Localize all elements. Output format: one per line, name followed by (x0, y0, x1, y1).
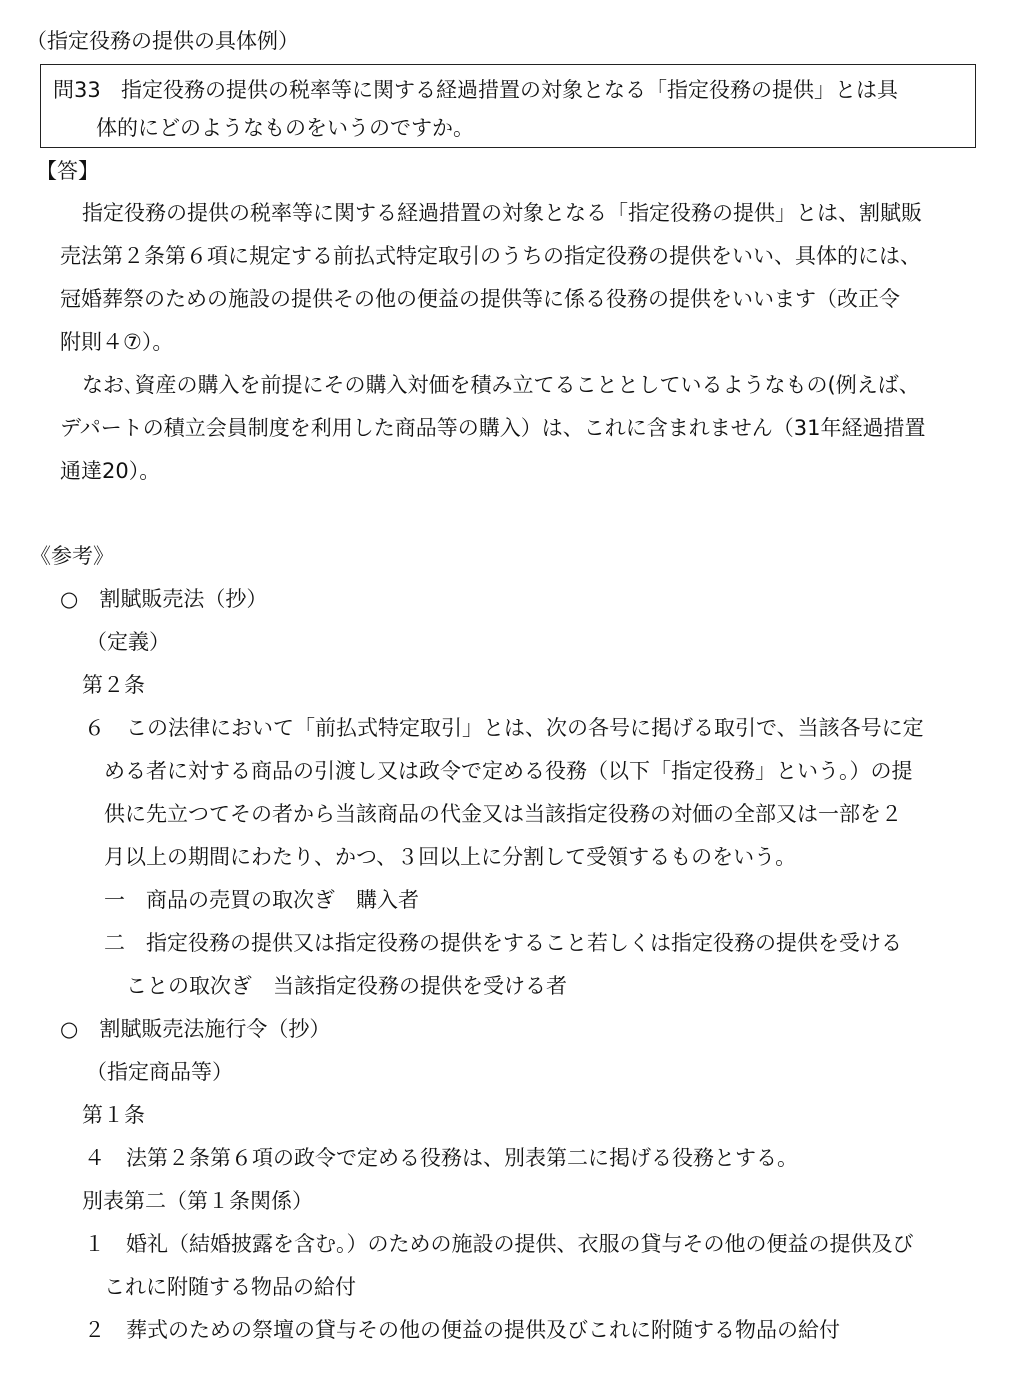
question-line-2: 体的にどのようなものをいうのですか。 (96, 116, 474, 140)
law1-para6-line-4: 月以上の期間にわたり、かつ、３回以上に分割して受領するものをいう。 (104, 845, 797, 869)
question-number: 問33 (53, 78, 101, 102)
law2-table-title: 別表第二（第１条関係） (82, 1189, 313, 1213)
law2-heading: （指定商品等） (86, 1060, 233, 1084)
reference-label: 《参考》 (30, 544, 114, 568)
answer-para2-line-1: なお､資産の購入を前提にその購入対価を積み立てることとしているようなもの(例えば、 (82, 373, 920, 397)
question-box (40, 64, 976, 148)
answer-label: 【答】 (36, 159, 99, 183)
law1-item-2-line-2: ことの取次ぎ 当該指定役務の提供を受ける者 (126, 974, 567, 998)
law2-table-item-1-line-2: これに附随する物品の給付 (104, 1275, 356, 1299)
law2-article: 第１条 (82, 1103, 145, 1127)
law1-title: ○ 割賦販売法（抄） (60, 587, 268, 611)
law2-table-item-1-line-1: １ 婚礼（結婚披露を含む。）のための施設の提供、衣服の貸与その他の便益の提供及び (84, 1232, 914, 1256)
answer-para1-line-3: 冠婚葬祭のための施設の提供その他の便益の提供等に係る役務の提供をいいます（改正令 (60, 287, 900, 311)
law2-title: ○ 割賦販売法施行令（抄） (60, 1017, 331, 1041)
law1-item-1: 一 商品の売買の取次ぎ 購入者 (104, 888, 419, 912)
law1-heading: （定義） (86, 630, 170, 654)
answer-para1-line-2: 売法第２条第６項に規定する前払式特定取引のうちの指定役務の提供をいい、具体的には、 (60, 244, 921, 268)
answer-para2-line-3: 通達20）。 (60, 459, 161, 483)
question-line-1: 指定役務の提供の税率等に関する経過措置の対象となる「指定役務の提供」とは具 (121, 78, 898, 102)
law1-item-2-line-1: 二 指定役務の提供又は指定役務の提供をすること若しくは指定役務の提供を受ける (104, 931, 902, 955)
law2-para4: ４ 法第２条第６項の政令で定める役務は、別表第二に掲げる役務とする。 (84, 1146, 798, 1170)
law2-table-item-2: ２ 葬式のための祭壇の貸与その他の便益の提供及びこれに附随する物品の給付 (84, 1318, 840, 1342)
law1-article: 第２条 (82, 673, 145, 697)
answer-para1-line-4: 附則４⑦）。 (60, 330, 174, 354)
answer-para2-line-2: デパートの積立会員制度を利用した商品等の購入）は、これに含まれません（31年経過措置 (60, 416, 926, 440)
law1-para6-line-2: める者に対する商品の引渡し又は政令で定める役務（以下「指定役務」という。）の提 (104, 759, 913, 783)
law1-para6-line-3: 供に先立つてその者から当該商品の代金又は当該指定役務の対価の全部又は一部を２ (104, 802, 902, 826)
law1-para6-line-1: ６ この法律において「前払式特定取引」とは、次の各号に掲げる取引で、当該各号に定 (84, 716, 924, 740)
section-heading: （指定役務の提供の具体例） (26, 29, 299, 53)
answer-para1-line-1: 指定役務の提供の税率等に関する経過措置の対象となる「指定役務の提供」とは、割賦販 (82, 201, 922, 225)
